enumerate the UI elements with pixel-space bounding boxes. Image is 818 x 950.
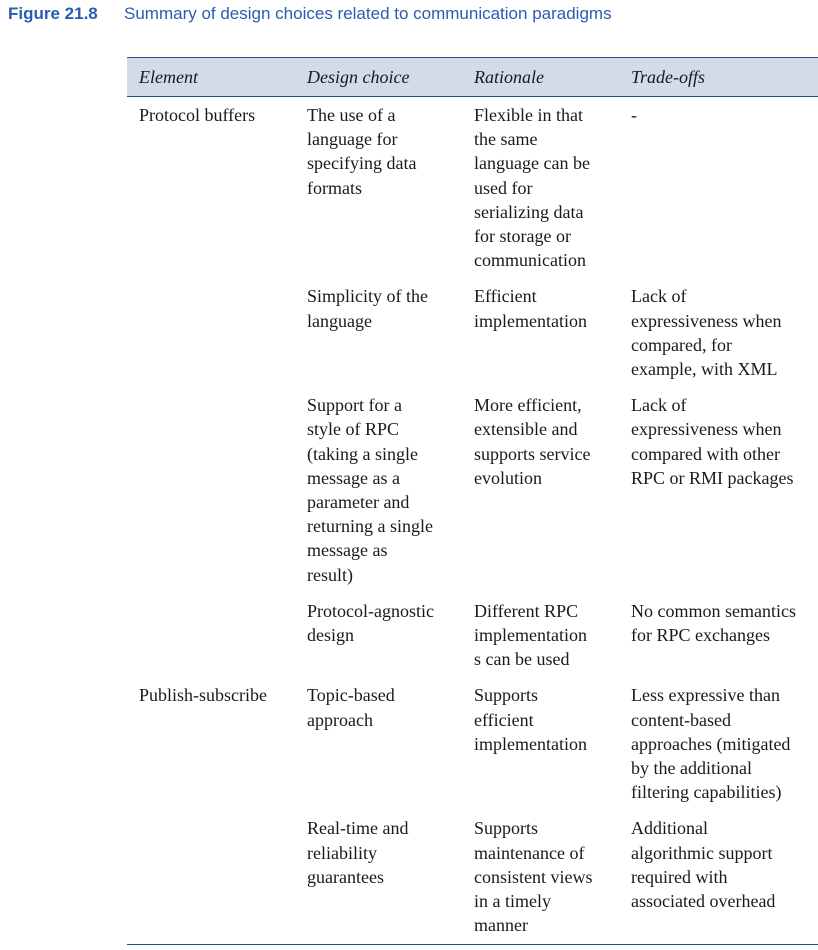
cell-rationale: Supports efficient implementation — [474, 685, 587, 754]
table-row — [127, 284, 818, 393]
cell-trade-offs: Lack of expressiveness when compared, for example, with XML — [631, 286, 782, 380]
figure-title: Summary of design choices related to communication paradigms — [124, 4, 612, 23]
cell-rationale: More efficient, extensible and supports service evolution — [474, 395, 591, 488]
cell-element — [127, 816, 295, 937]
table-row — [127, 683, 818, 816]
cell-design-choice: The use of a language for specifying data formats — [307, 105, 417, 198]
cell-rationale: Supports maintenance of consistent views in a timely manner — [474, 818, 593, 936]
table-bottom-rule — [127, 944, 818, 945]
cell-rationale: Efficient implementation — [474, 286, 587, 331]
cell-design-choice: Protocol-agnostic design — [307, 600, 434, 646]
header-trade-offs: Trade-offs — [631, 66, 706, 87]
cell-element: Publish-subscribe — [139, 685, 267, 706]
header-design-choice: Design choice — [307, 66, 410, 87]
cell-element — [127, 599, 295, 672]
cell-trade-offs: - — [631, 105, 637, 125]
cell-trade-offs: Additional algorithmic support required with associated overhead — [631, 818, 776, 912]
table-header-row — [127, 57, 818, 97]
table-body — [127, 97, 818, 950]
figure-caption — [8, 4, 612, 24]
header-rationale: Rationale — [474, 66, 544, 87]
cell-rationale: Flexible in that the same language can be used for serializing data for storage or communication — [474, 105, 590, 271]
cell-design-choice: Topic-based approach — [307, 685, 395, 730]
cell-element — [127, 393, 295, 587]
design-choices-table — [127, 57, 818, 945]
cell-rationale: Different RPC implementation s can be used — [474, 600, 587, 670]
cell-trade-offs: Less expressive than content-based approaches (mitigated by the additional filtering capabilities) — [631, 685, 791, 803]
cell-element — [127, 284, 295, 381]
cell-trade-offs: No common semantics for RPC exchanges — [631, 600, 796, 646]
table-row — [127, 816, 818, 949]
header-element: Element — [139, 66, 198, 87]
table-row — [127, 103, 818, 284]
cell-design-choice: Support for a style of RPC (taking a single message as a parameter and returning a single message as result) — [307, 395, 433, 585]
cell-design-choice: Simplicity of the language — [307, 286, 428, 331]
cell-design-choice: Real-time and reliability guarantees — [307, 818, 409, 887]
table-row — [127, 393, 818, 599]
table-row — [127, 599, 818, 684]
figure-number: Figure 21.8 — [8, 4, 98, 23]
cell-trade-offs: Lack of expressiveness when compared with other RPC or RMI packages — [631, 395, 794, 488]
cell-element: Protocol buffers — [139, 105, 256, 125]
